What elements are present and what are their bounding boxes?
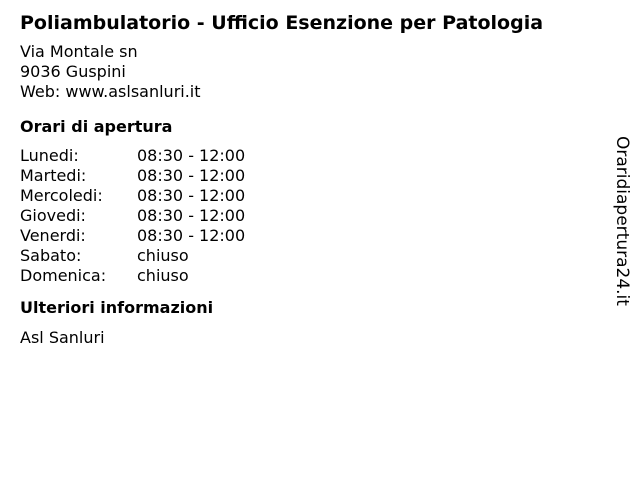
listing-card [20,10,600,348]
hours-row-domenica [20,266,600,286]
hours-row-sabato [20,246,600,266]
hours-time: 08:30 - 12:00 [137,226,246,245]
hours-time: 08:30 - 12:00 [137,186,246,205]
hours-time: 08:30 - 12:00 [137,206,246,225]
address-block [20,42,600,102]
hours-heading: Orari di apertura [20,117,173,136]
hours-day: Venerdi: [20,226,86,245]
hours-time: 08:30 - 12:00 [137,166,246,185]
address-web: Web: www.aslsanluri.it [20,82,201,101]
hours-time: chiuso [137,266,189,285]
hours-row-giovedi [20,206,600,226]
address-street: Via Montale sn [20,42,138,61]
hours-day: Mercoledi: [20,186,103,205]
hours-day: Lunedi: [20,146,79,165]
hours-day: Sabato: [20,246,82,265]
hours-time: 08:30 - 12:00 [137,146,246,165]
hours-row-venerdi [20,226,600,246]
hours-row-lunedi [20,146,600,166]
side-brand-watermark [611,136,633,308]
hours-table [20,146,600,286]
hours-day: Domenica: [20,266,107,285]
page-title: Poliambulatorio - Ufficio Esenzione per Patologia [20,12,544,34]
info-heading: Ulteriori informazioni [20,298,214,317]
hours-time: chiuso [137,246,189,265]
side-brand-text: Oraridiapertura24.it [612,136,632,306]
hours-day: Martedi: [20,166,87,185]
hours-day: Giovedi: [20,206,86,225]
hours-row-mercoledi [20,186,600,206]
hours-row-martedi [20,166,600,186]
info-text: Asl Sanluri [20,328,105,347]
address-city: 9036 Guspini [20,62,126,81]
